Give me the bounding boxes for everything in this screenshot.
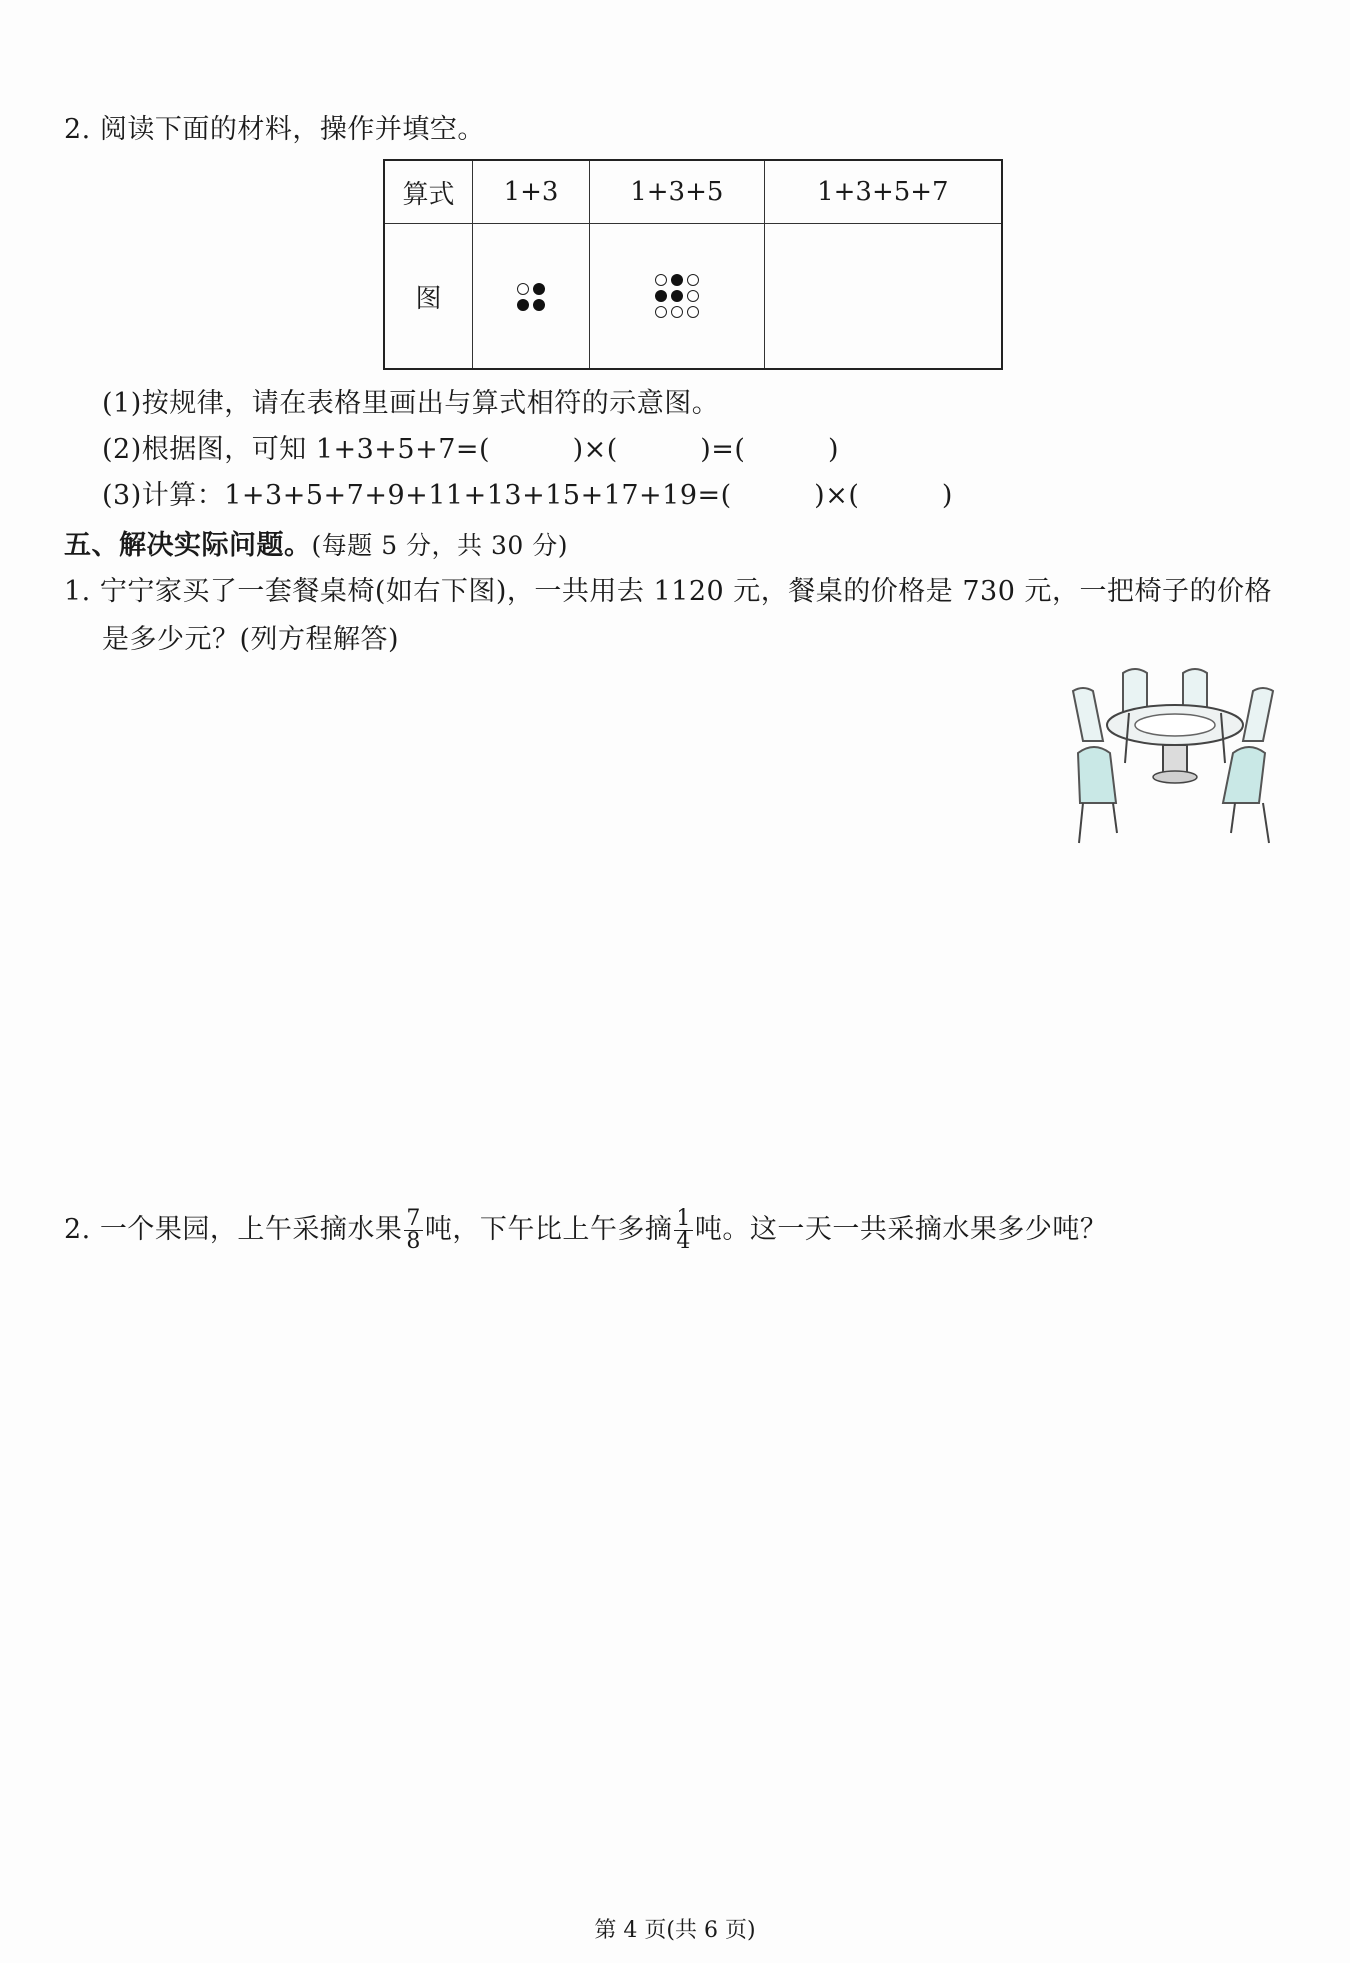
sub-question-2: (2)根据图，可知 1+3+5+7=( )×( )=( ) bbox=[102, 434, 839, 465]
fraction-1-numerator: 7 bbox=[406, 1206, 421, 1231]
fraction-one-quarter bbox=[674, 1208, 693, 1253]
table-expr-1: 1+3 bbox=[473, 160, 590, 224]
problem-1-line-2: 是多少元？(列方程解答) bbox=[102, 624, 400, 655]
figure-3x3-dots bbox=[590, 224, 765, 370]
table-chairs-icon bbox=[1063, 663, 1288, 848]
table-expr-2: 1+3+5 bbox=[590, 160, 765, 224]
sub-question-3: (3)计算：1+3+5+7+9+11+13+15+17+19=( )×( ) bbox=[102, 480, 953, 511]
table-expr-3: 1+3+5+7 bbox=[764, 160, 1002, 224]
sub-question-1: (1)按规律，请在表格里画出与算式相符的示意图。 bbox=[102, 388, 720, 419]
section-5-note: (每题 5 分，共 30 分) bbox=[311, 531, 569, 560]
problem-2-line bbox=[64, 1198, 1107, 1262]
question-2-title: 2. 阅读下面的材料，操作并填空。 bbox=[64, 114, 485, 145]
pattern-table bbox=[383, 159, 1003, 370]
fraction-2-denominator: 4 bbox=[676, 1229, 691, 1254]
section-5-heading-line bbox=[64, 528, 568, 564]
figure-2x2-dots bbox=[473, 224, 590, 370]
section-5-heading: 五、解决实际问题。 bbox=[64, 530, 312, 561]
fraction-1-denominator: 8 bbox=[406, 1229, 421, 1254]
problem-2-part-3: 吨。这一天一共采摘水果多少吨？ bbox=[694, 1214, 1108, 1245]
table-label-figure: 图 bbox=[384, 224, 473, 370]
table-label-expression: 算式 bbox=[384, 160, 473, 224]
figure-empty-cell[interactable] bbox=[764, 224, 1002, 370]
page-footer: 第 4 页(共 6 页) bbox=[594, 1918, 756, 1943]
problem-2-part-2: 吨，下午比上午多摘 bbox=[424, 1214, 673, 1245]
fraction-2-numerator: 1 bbox=[676, 1206, 691, 1231]
problem-1-line-1: 1. 宁宁家买了一套餐桌椅(如右下图)，一共用去 1120 元，餐桌的价格是 730 元，一把椅子的价格 bbox=[64, 576, 1272, 607]
fraction-seven-eighths bbox=[404, 1208, 423, 1253]
problem-2-part-1: 2. 一个果园，上午采摘水果 bbox=[64, 1214, 403, 1245]
